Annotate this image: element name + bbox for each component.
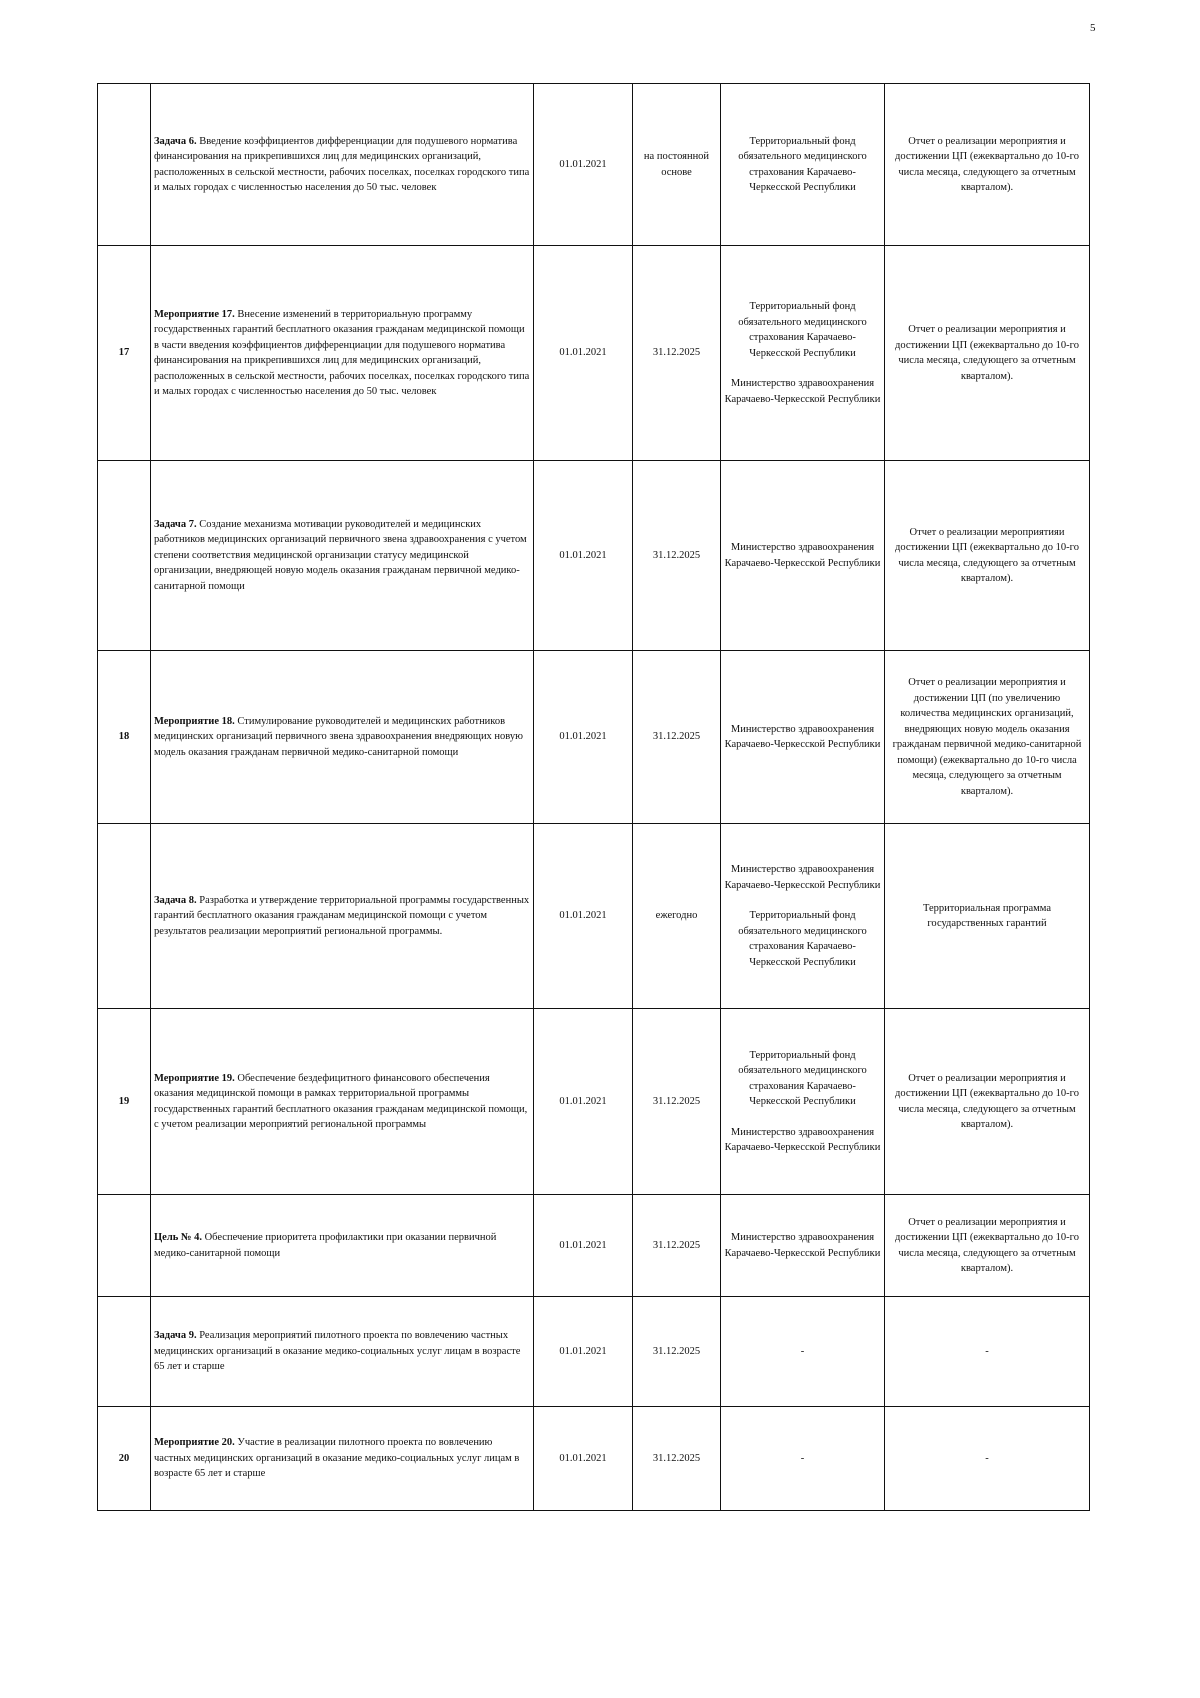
executors-cell <box>721 246 885 461</box>
row-label: Цель № 4. <box>154 1232 202 1243</box>
row-title <box>151 1195 534 1297</box>
executors-cell <box>721 1407 885 1511</box>
end-date: ежегодно <box>633 824 721 1009</box>
row-label: Мероприятие 20. <box>154 1437 235 1449</box>
row-label: Мероприятие 18. <box>154 715 235 727</box>
end-date: 31.12.2025 <box>633 1297 721 1407</box>
table-row <box>98 1009 1090 1195</box>
row-number <box>98 84 151 246</box>
table-row <box>98 1407 1090 1511</box>
row-number <box>98 1297 151 1407</box>
row-title <box>151 1297 534 1407</box>
row-text: Введение коэффициентов дифференциации для подушевого норматива финансирования на прикрепившихся лиц для медицинских организаций, расположенных в сельской местности, рабочих поселках, поселках городского типа и малых городах с численностью населения до 50 тыс. человек <box>154 135 530 193</box>
row-label: Задача 7. <box>154 518 197 530</box>
executor-spacer <box>724 361 881 376</box>
row-title <box>151 246 534 461</box>
executors-cell <box>721 84 885 246</box>
executor: Территориальный фонд обязательного медицинского страхования Карачаево-Черкесской Республики <box>738 301 867 359</box>
start-date: 01.01.2021 <box>534 246 633 461</box>
row-number <box>98 824 151 1009</box>
end-date: 31.12.2025 <box>633 1009 721 1195</box>
table-row <box>98 1195 1090 1297</box>
report-cell: Отчет о реализации мероприятия и достижении ЦП (по увеличению количества медицинских организаций, внедряющих новую модель оказания гражданам первичной медико-санитарной помощи) (ежеквартально до 10-го числа месяца, следующего за отчетным кварталом). <box>885 651 1090 824</box>
start-date: 01.01.2021 <box>534 1195 633 1297</box>
executor: Министерство здравоохранения Карачаево-Черкесской Республики <box>724 378 881 405</box>
executors-cell <box>721 461 885 651</box>
row-title <box>151 824 534 1009</box>
table-row <box>98 461 1090 651</box>
table-row <box>98 651 1090 824</box>
row-number: 18 <box>98 651 151 824</box>
end-date: 31.12.2025 <box>633 651 721 824</box>
table-row <box>98 824 1090 1009</box>
row-label: Мероприятие 19. <box>154 1072 235 1084</box>
report-cell: Отчет о реализации мероприятия и достижении ЦП (ежеквартально до 10-го числа месяца, следующего за отчетным кварталом). <box>885 1009 1090 1195</box>
row-number <box>98 1195 151 1297</box>
row-label: Мероприятие 17. <box>154 308 235 320</box>
end-date: 31.12.2025 <box>633 246 721 461</box>
row-text: Участие в реализации пилотного проекта по вовлечению частных медицинских организаций в оказание медико-социальных услуг лицам в возрасте 65 лет и старше <box>154 1437 520 1480</box>
report-cell: Территориальная программа государственных гарантий <box>885 824 1090 1009</box>
executor: Территориальный фонд обязательного медицинского страхования Карачаево-Черкесской Республики <box>738 910 867 968</box>
executors-cell <box>721 1009 885 1195</box>
row-label: Задача 6. <box>154 135 197 147</box>
row-text: Реализация мероприятий пилотного проекта по вовлечению частных медицинских организаций в оказание медико-социальных услуг лицам в возрасте 65 лет и старше <box>154 1330 521 1373</box>
report-cell: Отчет о реализации мероприятия и достижении ЦП (ежеквартально до 10-го числа месяца, следующего за отчетным кварталом). <box>885 84 1090 246</box>
row-title <box>151 651 534 824</box>
row-title <box>151 1009 534 1195</box>
report-cell: Отчет о реализации мероприятия и достижении ЦП (ежеквартально до 10-го числа месяца, следующего за отчетным кварталом). <box>885 246 1090 461</box>
row-text: Создание механизма мотивации руководителей и медицинских работников медицинских организаций первичного звена здравоохранения с учетом степени соответствия медицинской организации статусу медицинской организации, внедряющей новую модель оказания гражданам первичной медико-санитарной помощи <box>154 518 527 592</box>
executor-spacer <box>724 1110 881 1125</box>
plan-table-body <box>98 84 1090 1511</box>
start-date: 01.01.2021 <box>534 824 633 1009</box>
end-date: 31.12.2025 <box>633 461 721 651</box>
row-number <box>98 461 151 651</box>
report-cell: - <box>885 1297 1090 1407</box>
start-date: 01.01.2021 <box>534 84 633 246</box>
executor: - <box>800 1345 805 1357</box>
row-label: Задача 9. <box>154 1330 197 1342</box>
start-date: 01.01.2021 <box>534 1009 633 1195</box>
table-row <box>98 1297 1090 1407</box>
executors-cell <box>721 824 885 1009</box>
start-date: 01.01.2021 <box>534 461 633 651</box>
row-number: 19 <box>98 1009 151 1195</box>
page-number: 5 <box>1090 22 1096 34</box>
report-cell: - <box>885 1407 1090 1511</box>
executors-cell <box>721 1195 885 1297</box>
report-cell: Отчет о реализации мероприятия и достижении ЦП (ежеквартально до 10-го числа месяца, следующего за отчетным кварталом). <box>885 1195 1090 1297</box>
end-date: на постоянной основе <box>633 84 721 246</box>
executor: Министерство здравоохранения Карачаево-Черкесской Республики <box>724 1232 881 1259</box>
row-title <box>151 84 534 246</box>
start-date: 01.01.2021 <box>534 651 633 824</box>
row-title <box>151 1407 534 1511</box>
table-row <box>98 84 1090 246</box>
row-text: Внесение изменений в территориальную программу государственных гарантий бесплатного оказания гражданам медицинской помощи в части введения коэффициентов дифференциации для подушевого норматива финансирования на прикрепившихся лиц для медицинских организаций, расположенных в сельской местности, рабочих поселках, поселках городского типа и малых городах с численностью населения до 50 тыс. человек <box>154 308 530 397</box>
executors-cell <box>721 651 885 824</box>
start-date: 01.01.2021 <box>534 1407 633 1511</box>
row-title <box>151 461 534 651</box>
row-label: Задача 8. <box>154 894 197 906</box>
table-row <box>98 246 1090 461</box>
executor: Министерство здравоохранения Карачаево-Черкесской Республики <box>724 542 881 569</box>
executor: Территориальный фонд обязательного медицинского страхования Карачаево-Черкесской Республики <box>738 135 867 193</box>
row-text: Обеспечение приоритета профилактики при оказании первичной медико-санитарной помощи <box>154 1232 497 1259</box>
row-text: Обеспечение бездефицитного финансового обеспечения оказания медицинской помощи в рамках территориальной программы государственных гарантий бесплатного оказания гражданам медицинской помощи, с учетом реализации мероприятий региональной программы <box>154 1072 528 1130</box>
end-date: 31.12.2025 <box>633 1195 721 1297</box>
executor: Министерство здравоохранения Карачаево-Черкесской Республики <box>724 1126 881 1153</box>
row-number: 17 <box>98 246 151 461</box>
row-text: Стимулирование руководителей и медицинских работников медицинских организаций первичного звена здравоохранения внедряющих новую модель оказания гражданам первичной медико-санитарной помощи <box>154 715 523 758</box>
start-date: 01.01.2021 <box>534 1297 633 1407</box>
end-date: 31.12.2025 <box>633 1407 721 1511</box>
plan-table <box>97 83 1090 1511</box>
row-number: 20 <box>98 1407 151 1511</box>
executor-spacer <box>724 893 881 908</box>
executor: Министерство здравоохранения Карачаево-Черкесской Республики <box>724 864 881 891</box>
executor: Территориальный фонд обязательного медицинского страхования Карачаево-Черкесской Республики <box>738 1049 867 1107</box>
executors-cell <box>721 1297 885 1407</box>
row-text: Разработка и утверждение территориальной программы государственных гарантий бесплатного оказания гражданам медицинской помощи с учетом результатов реализации мероприятий региональной программы. <box>154 894 530 937</box>
executor: - <box>800 1452 805 1464</box>
executor: Министерство здравоохранения Карачаево-Черкесской Республики <box>724 723 881 750</box>
report-cell: Отчет о реализации мероприятияи достижении ЦП (ежеквартально до 10-го числа месяца, следующего за отчетным кварталом). <box>885 461 1090 651</box>
